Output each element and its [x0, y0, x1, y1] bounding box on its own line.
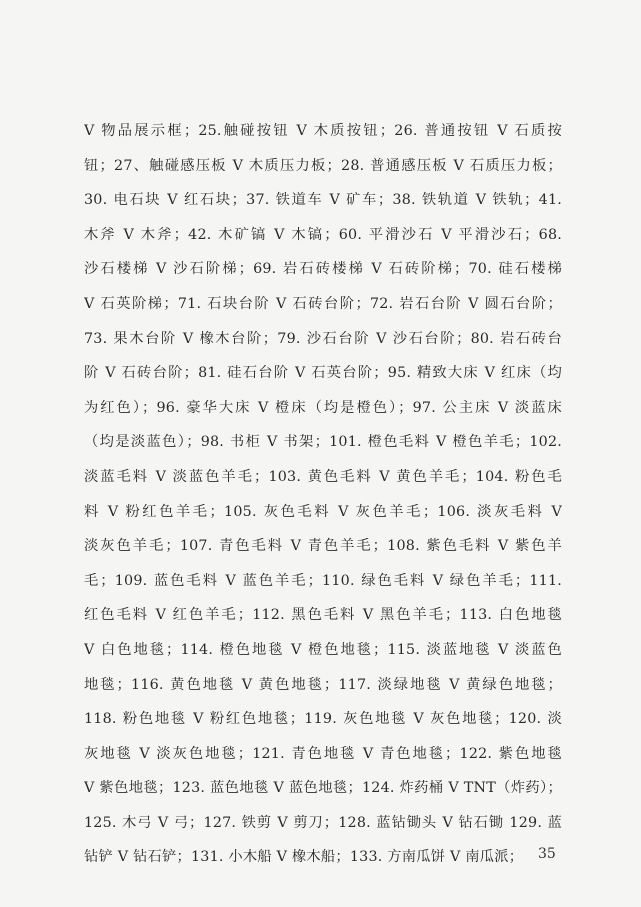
- text-line: V 物品展示框；25.触碰按钮 V 木质按钮；26. 普通按钮 V 石质按: [84, 123, 562, 139]
- text-line: 毛；109. 蓝色毛料 V 蓝色羊毛；110. 绿色毛料 V 绿色羊毛；111.: [84, 572, 562, 589]
- body-text: [84, 114, 562, 875]
- text-line: 钮；27、触碰感压板 V 木质压力板；28. 普通感压板 V 石质压力板；: [84, 157, 562, 174]
- text-line: （均是淡蓝色）；98. 书柜 V 书架；101. 橙色毛料 V 橙色羊毛；102.: [84, 434, 562, 451]
- text-line: 为红色）；96. 豪华大床 V 橙床（均是橙色）；97. 公主床 V 淡蓝床: [84, 399, 562, 416]
- text-line: V 紫色地毯；123. 蓝色地毯 V 蓝色地毯；124. 炸药桶 V TNT（炸药）；: [84, 780, 562, 797]
- text-line: 木斧 V 木斧；42. 木矿镐 V 木镐；60. 平滑沙石 V 平滑沙石；68.: [84, 226, 562, 243]
- text-line: V 白色地毯；114. 橙色地毯 V 橙色地毯；115. 淡蓝地毯 V 淡蓝色: [84, 641, 562, 658]
- text-line: 钻铲 V 钻石铲；131. 小木船 V 橡木船；133. 方南瓜饼 V 南瓜派；: [84, 849, 524, 866]
- text-line: 灰地毯 V 淡灰色地毯；121. 青色地毯 V 青色地毯；122. 紫色地毯: [84, 745, 562, 762]
- text-line: 沙石楼梯 V 沙石阶梯；69. 岩石砖楼梯 V 石砖阶梯；70. 硅石楼梯: [84, 261, 562, 278]
- text-line: V 石英阶梯；71. 石块台阶 V 石砖台阶；72. 岩石台阶 V 圆石台阶；: [84, 295, 562, 312]
- page-number: 35: [538, 846, 556, 862]
- text-line: 30. 电石块 V 红石块；37. 铁道车 V 矿车；38. 铁轨道 V 铁轨；41.: [84, 192, 562, 209]
- text-line: 淡灰色羊毛；107. 青色毛料 V 青色羊毛；108. 紫色毛料 V 紫色羊: [84, 538, 562, 555]
- text-line: 73. 果木台阶 V 橡木台阶；79. 沙石台阶 V 沙石台阶；80. 岩石砖台: [84, 330, 562, 347]
- text-line: 118. 粉色地毯 V 粉红色地毯；119. 灰色地毯 V 灰色地毯；120. 淡: [84, 711, 562, 728]
- text-line: 地毯；116. 黄色地毯 V 黄色地毯；117. 淡绿地毯 V 黄绿色地毯；: [84, 676, 562, 693]
- text-line: 料 V 粉红色羊毛；105. 灰色毛料 V 灰色羊毛；106. 淡灰毛料 V: [84, 503, 562, 520]
- text-line: 红色毛料 V 红色羊毛；112. 黑色毛料 V 黑色羊毛；113. 白色地毯: [84, 607, 562, 624]
- text-line: 淡蓝毛料 V 淡蓝色羊毛；103. 黄色毛料 V 黄色羊毛；104. 粉色毛: [84, 468, 562, 485]
- text-line: 阶 V 石砖台阶；81. 硅石台阶 V 石英台阶；95. 精致大床 V 红床（均: [84, 365, 562, 382]
- text-line: 125. 木弓 V 弓；127. 铁剪 V 剪刀；128. 蓝钻锄头 V 钻石锄 129. 蓝: [84, 814, 562, 831]
